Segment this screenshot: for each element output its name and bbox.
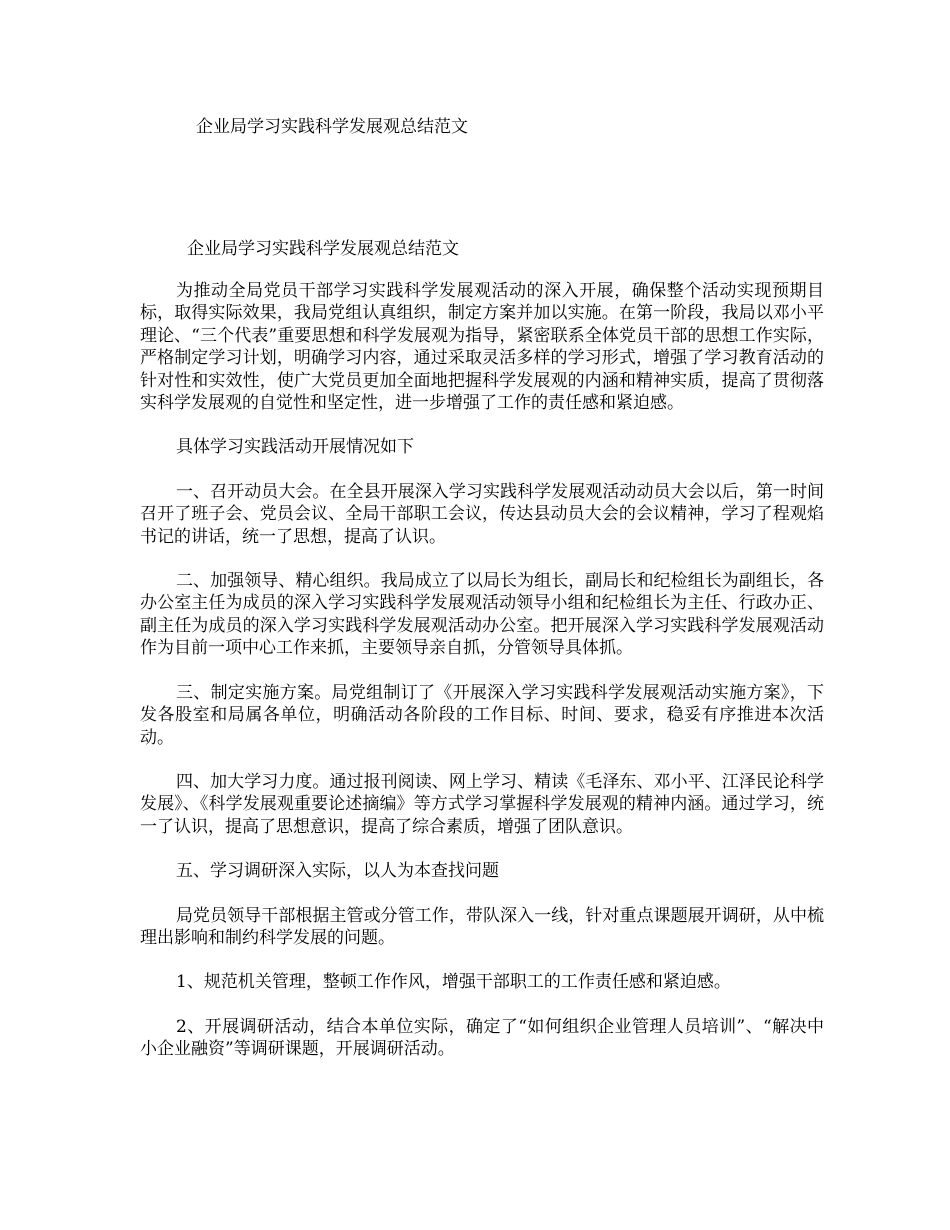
paragraph-item-5-heading: 五、学习调研深入实际，以人为本查找问题 — [176, 861, 499, 882]
paragraph-intro: 为推动全局党员干部学习实践科学发展观活动的深入开展，确保整个活动实现预期目标，取得实际效果，我局党组认真组织，制定方案并加以实施。在第一阶段，我局以邓小平理论、“三个代表”重要思想和科学发展观为指导，紧密联系全体党员干部的思想工作实际，严格制定学习计划，明确学习内容，通过采取灵活多样的学习形式，增强了学习教育活动的针对性和实效性，使广大党员更加全面地把握科学发展观的内涵和精神实质，提高了贯彻落实科学发展观的自觉性和坚定性，进一步增强了工作的责任感和紧迫感。 — [140, 281, 824, 414]
paragraph-item-2: 二、加强领导、精心组织。我局成立了以局长为组长，副局长和纪检组长为副组长，各办公室主任为成员的深入学习实践科学发展观活动领导小组和纪检组长为主任、行政办正、副主任为成员的深入学习实践科学发展观活动办公室。把开展深入学习实践科学发展观活动作为目前一项中心工作来抓，主要领导亲自抓，分管领导具体抓。 — [140, 571, 824, 659]
paragraph-point-1: 1、规范机关管理，整顿工作作风，增强干部职工的工作责任感和紧迫感。 — [176, 972, 731, 993]
document-header-title: 企业局学习实践科学发展观总结范文 — [196, 117, 468, 137]
document-title: 企业局学习实践科学发展观总结范文 — [187, 239, 459, 259]
paragraph-activities-heading: 具体学习实践活动开展情况如下 — [176, 437, 414, 458]
paragraph-item-4: 四、加大学习力度。通过报刊阅读、网上学习、精读《毛泽东、邓小平、江泽民论科学发展》、《科学发展观重要论述摘编》等方式学习掌握科学发展观的精神内涵。通过学习，统一了认识，提高了思想意识，提高了综合素质，增强了团队意识。 — [140, 771, 824, 837]
document-body — [140, 238, 824, 1083]
paragraph-point-2: 2、开展调研活动，结合本单位实际，确定了“如何组织企业管理人员培训”、“解决中小企业融资”等调研课题，开展调研活动。 — [140, 1016, 824, 1060]
paragraph-item-3: 三、制定实施方案。局党组制订了《开展深入学习实践科学发展观活动实施方案》，下发各股室和局属各单位，明确活动各阶段的工作目标、时间、要求，稳妥有序推进本次活动。 — [140, 682, 824, 748]
paragraph-research: 局党员领导干部根据主管或分管工作，带队深入一线，针对重点课题展开调研，从中梳理出影响和制约科学发展的问题。 — [140, 905, 824, 948]
paragraph-item-1: 一、召开动员大会。在全县开展深入学习实践科学发展观活动动员大会以后，第一时间召开了班子会、党员会议、全局干部职工会议，传达县动员大会的会议精神，学习了程观焰书记的讲话，统一了思想，提高了认识。 — [140, 481, 824, 547]
